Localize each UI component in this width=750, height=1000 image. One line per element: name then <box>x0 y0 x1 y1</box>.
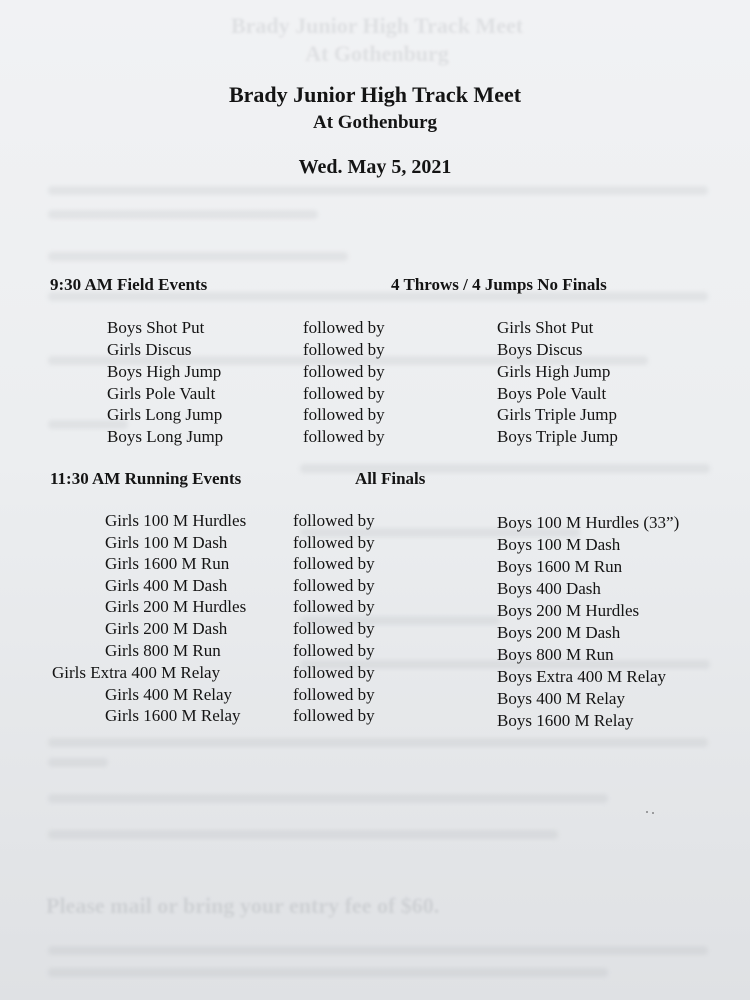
bleed-through-line <box>48 252 348 261</box>
event-connector: followed by <box>293 533 375 552</box>
event-row <box>0 575 750 597</box>
event-row <box>0 553 750 575</box>
event-first: Girls 800 M Run <box>105 641 221 660</box>
event-first: Girls 100 M Dash <box>105 533 228 552</box>
event-connector: followed by <box>293 663 375 682</box>
field-events-heading: 9:30 AM Field Events <box>50 275 208 294</box>
event-row <box>0 361 750 383</box>
event-row <box>0 618 750 640</box>
running-events-note: All Finals <box>355 469 426 488</box>
event-second: Boys Extra 400 M Relay <box>497 667 667 686</box>
document-date: Wed. May 5, 2021 <box>298 156 452 178</box>
bleed-through-line <box>48 758 108 767</box>
event-second: Boys 400 M Relay <box>497 689 625 708</box>
event-row <box>0 383 750 405</box>
event-second: Girls Triple Jump <box>497 405 617 424</box>
event-connector: followed by <box>293 576 375 595</box>
event-second: Boys Discus <box>497 340 583 359</box>
event-second: Boys 1600 M Relay <box>497 711 634 730</box>
event-row <box>0 596 750 618</box>
field-events-note: 4 Throws / 4 Jumps No Finals <box>391 275 607 294</box>
event-connector: followed by <box>293 641 375 660</box>
event-second: Boys Pole Vault <box>497 384 607 403</box>
bleed-through-line <box>48 794 608 803</box>
event-connector: followed by <box>293 685 375 704</box>
event-second: Boys 200 M Hurdles <box>497 601 640 620</box>
paper-speck <box>646 811 648 813</box>
event-row <box>0 705 750 730</box>
document-location: At Gothenburg <box>312 112 438 133</box>
event-second: Boys 400 Dash <box>497 579 601 598</box>
event-first: Girls Long Jump <box>107 405 223 424</box>
running-events-heading: 11:30 AM Running Events <box>50 469 242 488</box>
paper-speck <box>652 812 654 814</box>
bleed-through-line <box>48 738 708 747</box>
event-second: Boys Triple Jump <box>497 427 618 446</box>
bleed-through-title: Brady Junior High Track Meet At Gothenburg <box>230 13 524 66</box>
document-title: Brady Junior High Track Meet <box>228 82 522 107</box>
event-row <box>0 640 750 662</box>
event-row <box>0 339 750 361</box>
bleed-through-line <box>48 186 708 195</box>
event-first: Girls Pole Vault <box>107 384 216 403</box>
event-first: Girls 400 M Relay <box>105 685 233 704</box>
event-connector: followed by <box>293 511 375 530</box>
event-first: Boys High Jump <box>107 362 222 381</box>
event-row <box>0 532 750 554</box>
event-second: Boys 800 M Run <box>497 645 614 664</box>
event-first: Girls Discus <box>107 340 192 359</box>
bleed-through-line <box>48 210 318 219</box>
event-first: Girls 1600 M Run <box>105 554 230 573</box>
event-second: Boys 100 M Hurdles (33”) <box>497 513 680 532</box>
event-first: Girls 200 M Dash <box>105 619 228 638</box>
bleed-through-line <box>48 830 558 839</box>
event-second: Girls High Jump <box>497 362 611 381</box>
event-first: Girls 100 M Hurdles <box>105 511 247 530</box>
event-first: Boys Shot Put <box>107 318 205 337</box>
event-connector: followed by <box>293 554 375 573</box>
event-second: Boys 200 M Dash <box>497 623 621 642</box>
event-second: Boys 1600 M Run <box>497 557 623 576</box>
event-row <box>0 684 750 706</box>
event-row <box>0 317 750 339</box>
bleed-through-line <box>48 946 708 955</box>
event-row <box>0 404 750 426</box>
event-first: Girls Extra 400 M Relay <box>52 663 221 682</box>
event-row <box>0 510 750 532</box>
event-connector: followed by <box>303 318 385 337</box>
event-row <box>0 662 750 684</box>
event-connector: followed by <box>303 427 385 446</box>
event-first: Girls 400 M Dash <box>105 576 228 595</box>
event-first: Boys Long Jump <box>107 427 224 446</box>
event-connector: followed by <box>303 405 385 424</box>
bleed-through-heading: Please mail or bring your entry fee of $60. <box>46 893 440 918</box>
event-second: Boys 100 M Dash <box>497 535 621 554</box>
event-connector: followed by <box>303 384 385 403</box>
event-connector: followed by <box>303 340 385 359</box>
event-connector: followed by <box>293 619 375 638</box>
event-connector: followed by <box>303 362 385 381</box>
event-connector: followed by <box>293 597 375 616</box>
bleed-through-line <box>48 968 608 977</box>
event-row <box>0 426 750 448</box>
event-first: Girls 1600 M Relay <box>105 706 241 725</box>
event-second: Girls Shot Put <box>497 318 594 337</box>
event-connector: followed by <box>293 706 375 725</box>
event-first: Girls 200 M Hurdles <box>105 597 247 616</box>
